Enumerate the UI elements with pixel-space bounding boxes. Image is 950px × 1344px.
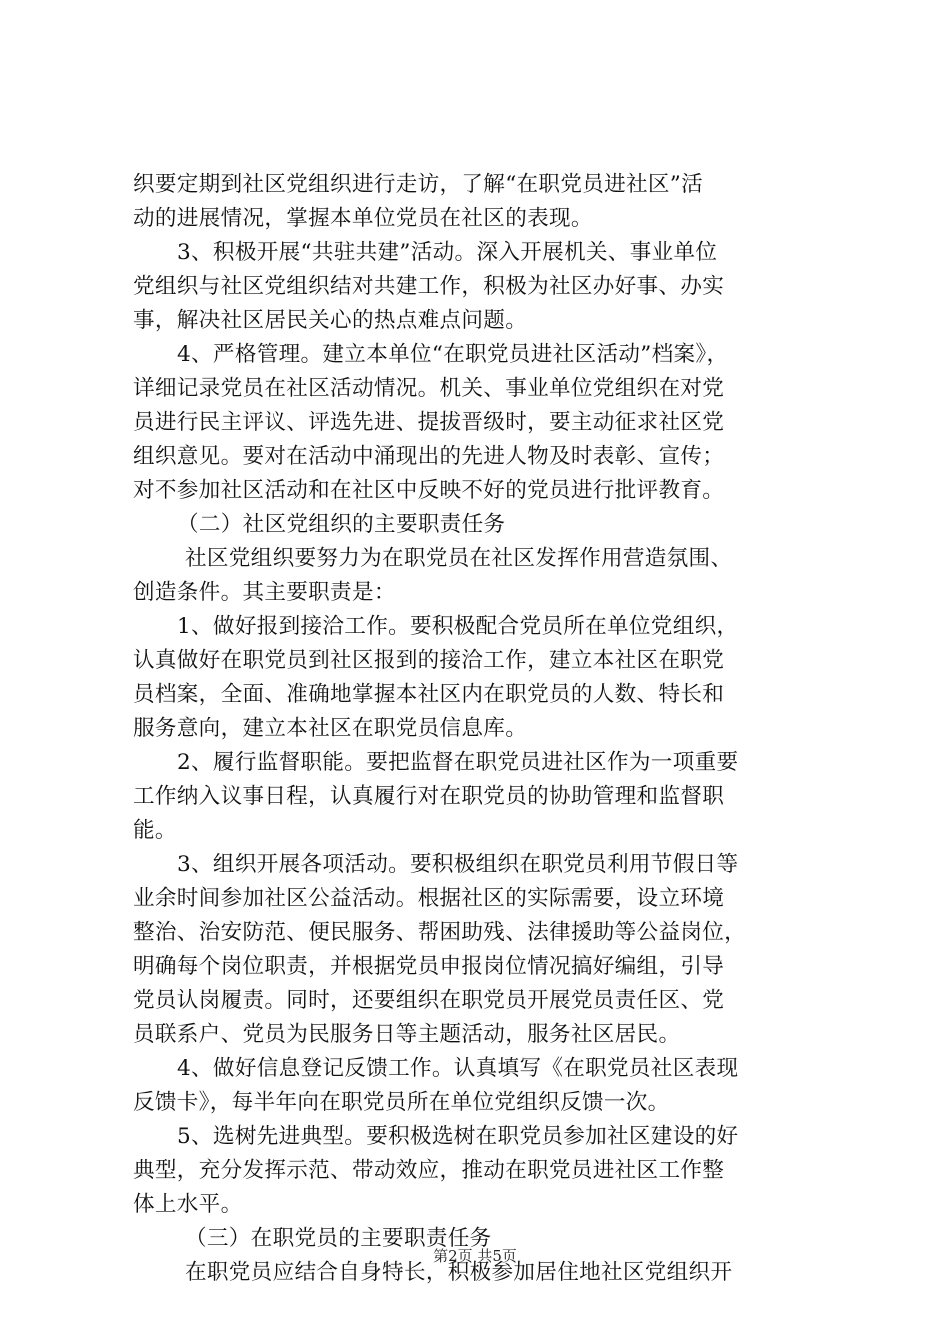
text-line: 组织意见。要对在活动中涌现出的先进人物及时表彰、宣传；	[133, 444, 725, 469]
text-line: 员联系户、党员为民服务日等主题活动，服务社区居民。	[133, 1022, 681, 1047]
text-line: 社区党组织要努力为在职党员在社区发挥作用营造氛围、	[185, 546, 733, 571]
text-line: 2、履行监督职能。要把监督在职党员进社区作为一项重要	[177, 750, 739, 775]
text-line: 明确每个岗位职责，并根据党员申报岗位情况搞好编组，引导	[133, 954, 725, 979]
text-line: 创造条件。其主要职责是：	[133, 580, 396, 605]
text-line: 3、组织开展各项活动。要积极组织在职党员利用节假日等	[177, 852, 739, 877]
text-line: 4、做好信息登记反馈工作。认真填写《在职党员社区表现	[177, 1056, 739, 1081]
body-text	[133, 168, 833, 1290]
text-line: 织要定期到社区党组织进行走访，了解“在职党员进社区”活	[133, 172, 704, 197]
text-line: 党员认岗履责。同时，还要组织在职党员开展党员责任区、党	[133, 988, 725, 1013]
text-line: 动的进展情况，掌握本单位党员在社区的表现。	[133, 206, 593, 231]
text-line: 在职党员应结合自身特长，积极参加居住地社区党组织开	[185, 1260, 733, 1285]
text-line: 体上水平。	[133, 1192, 243, 1217]
text-line: 认真做好在职党员到社区报到的接洽工作，建立本社区在职党	[133, 648, 725, 673]
text-line: 业余时间参加社区公益活动。根据社区的实际需要，设立环境	[133, 886, 725, 911]
text-line: 整治、治安防范、便民服务、帮困助残、法律援助等公益岗位，	[133, 920, 747, 945]
section-heading: （三）在职党员的主要职责任务	[185, 1226, 492, 1251]
text-line: 员进行民主评议、评选先进、提拔晋级时，要主动征求社区党	[133, 410, 725, 435]
text-line: 详细记录党员在社区活动情况。机关、事业单位党组织在对党	[133, 376, 725, 401]
text-line: 员档案，全面、准确地掌握本社区内在职党员的人数、特长和	[133, 682, 725, 707]
section-heading: （二）社区党组织的主要职责任务	[177, 512, 506, 537]
text-line: 工作纳入议事日程，认真履行对在职党员的协助管理和监督职	[133, 784, 725, 809]
text-line: 4、严格管理。建立本单位“在职党员进社区活动”档案》，	[177, 342, 729, 367]
text-line: 事，解决社区居民关心的热点难点问题。	[133, 308, 528, 333]
text-line: 反馈卡》，每半年向在职党员所在单位党组织反馈一次。	[133, 1090, 670, 1115]
text-line: 党组织与社区党组织结对共建工作，积极为社区办好事、办实	[133, 274, 725, 299]
text-line: 5、选树先进典型。要积极选树在职党员参加社区建设的好	[177, 1124, 739, 1149]
text-line: 1、做好报到接洽工作。要积极配合党员所在单位党组织，	[177, 614, 739, 639]
text-line: 能。	[133, 818, 177, 843]
text-line: 3、积极开展“共驻共建”活动。深入开展机关、事业单位	[177, 240, 718, 265]
text-line: 服务意向，建立本社区在职党员信息库。	[133, 716, 528, 741]
page-number: 第2页 共5页	[433, 1247, 517, 1265]
text-line: 典型，充分发挥示范、带动效应，推动在职党员进社区工作整	[133, 1158, 725, 1183]
text-line: 对不参加社区活动和在社区中反映不好的党员进行批评教育。	[133, 478, 725, 503]
